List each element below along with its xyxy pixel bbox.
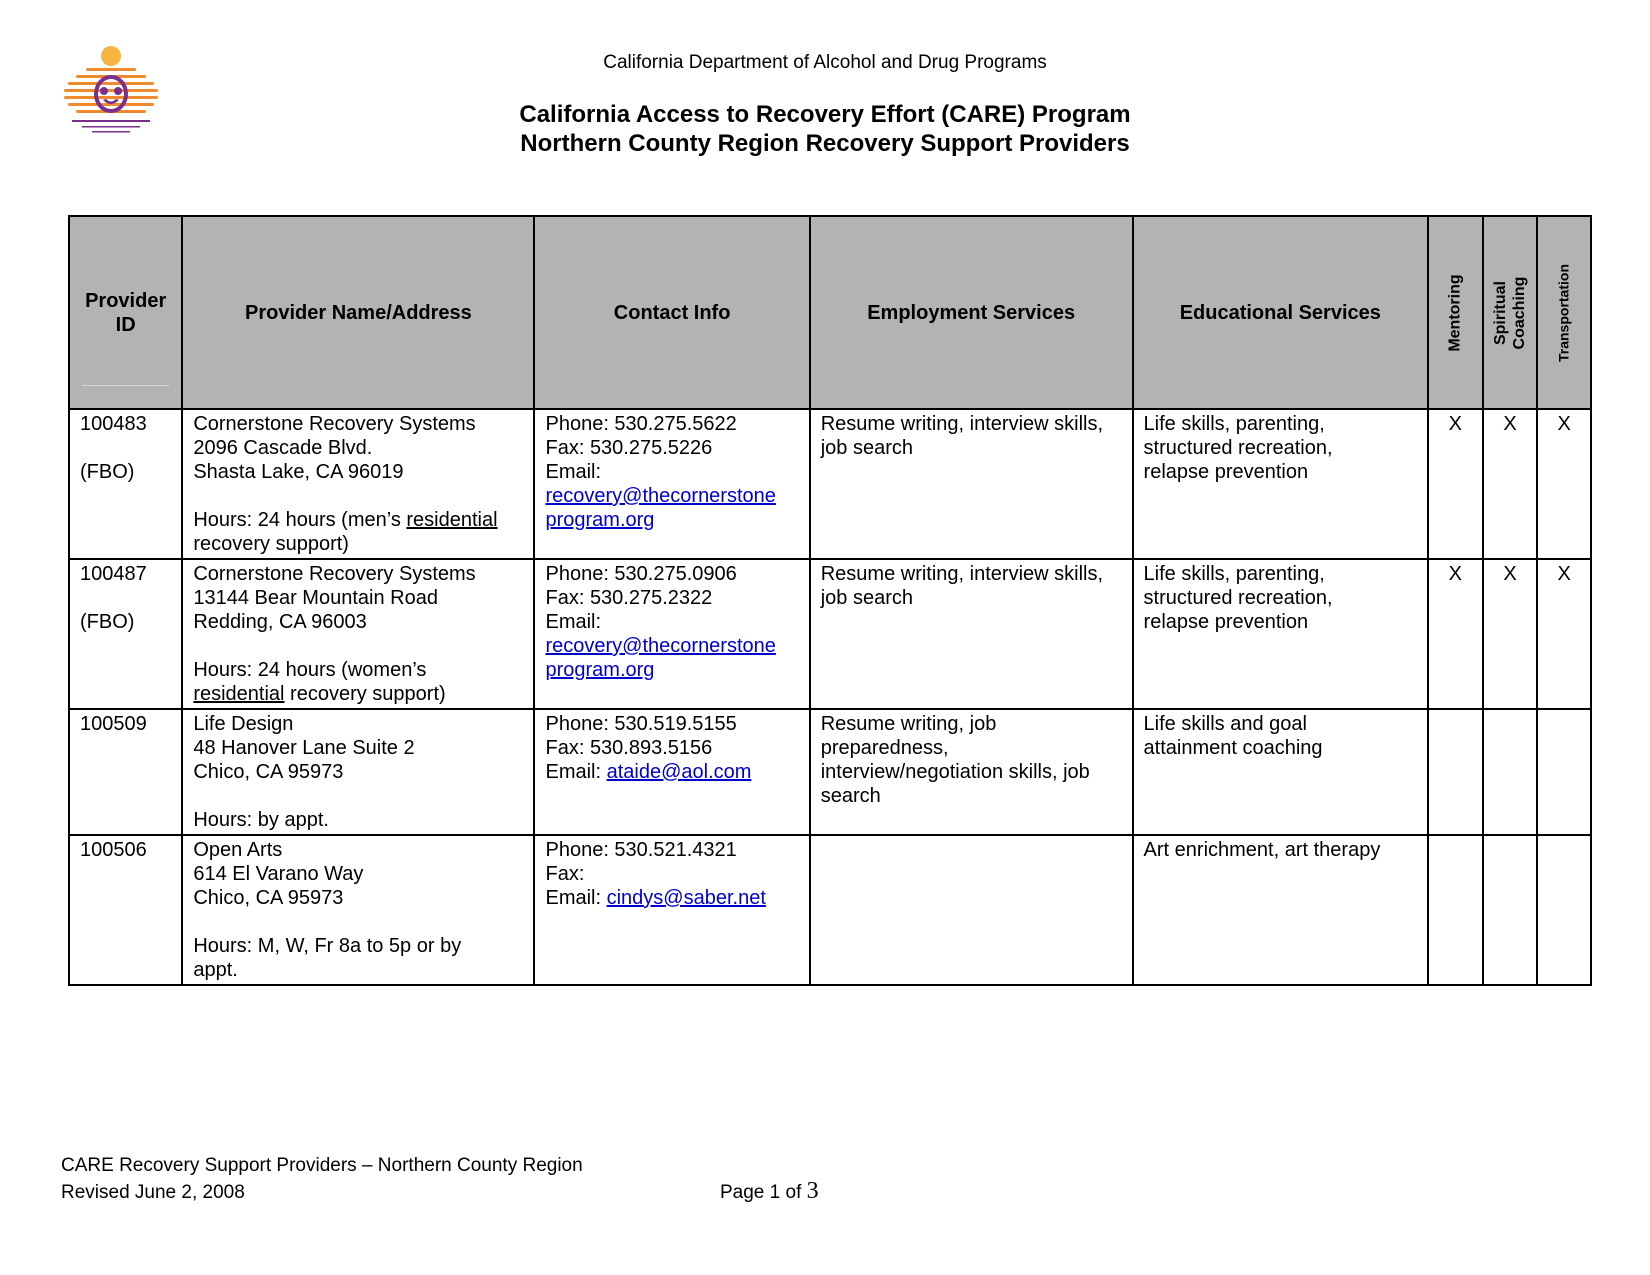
spiritual-mark — [1483, 835, 1538, 985]
provider-id-cell: 100506 — [69, 835, 182, 985]
title-line-2: Northern County Region Recovery Support Providers — [520, 130, 1130, 157]
column-header-name-address: Provider Name/Address — [182, 216, 534, 409]
spiritual-mark: X — [1483, 409, 1538, 559]
agency-name: California Department of Alcohol and Drug Programs — [603, 52, 1047, 73]
employment-cell: Resume writing, interview skills, job search — [810, 409, 1133, 559]
column-header-mentoring: Mentoring — [1428, 216, 1483, 409]
spiritual-mark — [1483, 709, 1538, 835]
email-link[interactable]: ataide@aol.com — [606, 761, 752, 783]
contact-cell: Phone: 530.519.5155 Fax: 530.893.5156 Email: ataide@aol.com — [534, 709, 809, 835]
transportation-mark — [1537, 835, 1591, 985]
contact-cell: Phone: 530.275.0906 Fax: 530.275.2322 Email: recovery@thecornerstone program.org — [534, 559, 809, 709]
employment-cell — [810, 835, 1133, 985]
employment-cell: Resume writing, job preparedness, interview/negotiation skills, job search — [810, 709, 1133, 835]
column-header-spiritual-coaching: Spiritual Coaching — [1483, 216, 1538, 409]
title-line-1: California Access to Recovery Effort (CARE) Program — [519, 101, 1131, 128]
table-row — [69, 559, 1591, 709]
provider-id-cell: 100483 (FBO) — [69, 409, 182, 559]
providers-table — [68, 215, 1592, 986]
footer-revised: Revised June 2, 2008 — [61, 1182, 245, 1203]
educational-cell: Art enrichment, art therapy — [1133, 835, 1428, 985]
transportation-mark — [1537, 709, 1591, 835]
column-header-contact: Contact Info — [534, 216, 809, 409]
header-divider — [82, 385, 169, 386]
employment-cell: Resume writing, interview skills, job search — [810, 559, 1133, 709]
email-link[interactable]: recovery@thecornerstone program.org — [545, 635, 776, 681]
page-number: Page 1 of 3 — [720, 1178, 819, 1204]
footer-info — [61, 1152, 583, 1206]
email-link[interactable]: cindys@saber.net — [606, 887, 766, 909]
name-address-cell: Open Arts 614 El Varano Way Chico, CA 95973 Hours: M, W, Fr 8a to 5p or by appt. — [182, 835, 534, 985]
contact-cell: Phone: 530.275.5622 Fax: 530.275.5226 Email: recovery@thecornerstone program.org — [534, 409, 809, 559]
name-address-cell: Cornerstone Recovery Systems 2096 Cascade Blvd. Shasta Lake, CA 96019 Hours: 24 hours (men’s residential recovery support) — [182, 409, 534, 559]
transportation-mark: X — [1537, 559, 1591, 709]
educational-cell: Life skills and goal attainment coaching — [1133, 709, 1428, 835]
column-header-educational: Educational Services — [1133, 216, 1428, 409]
column-header-provider-id: Provider ID — [69, 216, 182, 409]
educational-cell: Life skills, parenting, structured recreation, relapse prevention — [1133, 559, 1428, 709]
table-row — [69, 835, 1591, 985]
mentoring-mark — [1428, 709, 1483, 835]
mentoring-mark: X — [1428, 559, 1483, 709]
provider-id-cell: 100509 — [69, 709, 182, 835]
email-link[interactable]: recovery@thecornerstone program.org — [545, 485, 776, 531]
column-header-transportation: Transportation — [1537, 216, 1591, 409]
name-address-cell: Life Design 48 Hanover Lane Suite 2 Chico, CA 95973 Hours: by appt. — [182, 709, 534, 835]
provider-id-cell: 100487 (FBO) — [69, 559, 182, 709]
educational-cell: Life skills, parenting, structured recreation, relapse prevention — [1133, 409, 1428, 559]
transportation-mark: X — [1537, 409, 1591, 559]
page-title — [0, 100, 1650, 158]
contact-cell: Phone: 530.521.4321 Fax: Email: cindys@saber.net — [534, 835, 809, 985]
table-row — [69, 409, 1591, 559]
column-header-employment: Employment Services — [810, 216, 1133, 409]
table-row — [69, 709, 1591, 835]
footer-title: CARE Recovery Support Providers – Northern County Region — [61, 1155, 583, 1176]
name-address-cell: Cornerstone Recovery Systems 13144 Bear Mountain Road Redding, CA 96003 Hours: 24 hours (women’s residential recovery support) — [182, 559, 534, 709]
mentoring-mark — [1428, 835, 1483, 985]
spiritual-mark: X — [1483, 559, 1538, 709]
table-header-row — [69, 216, 1591, 409]
mentoring-mark: X — [1428, 409, 1483, 559]
